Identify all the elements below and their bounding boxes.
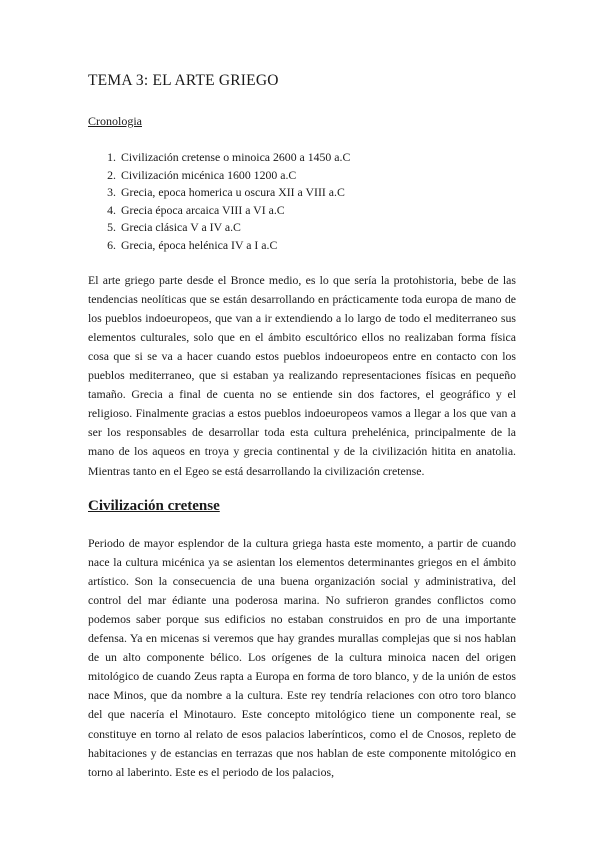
cretan-paragraph: Periodo de mayor esplendor de la cultura griega hasta este momento, a partir de cuando nace la cultura micénica ya se asientan los elementos determinantes griegos en el ámbito artístico. Son la consecuencia de una buena organización social y administrativa, del control del mar édiante una poderosa marina. No sufrieron grandes conflictos como podemos saber porque sus edificios no estaban construidos en pro de una importante defensa. Ya en micenas si veremos que hay grandes murallas complejas que si nos hablan de un alto componente bélico. Los orígenes de la cultura minoica nacen del origen mitológico de cuando Zeus rapta a Europa en forma de toro blanco, y de la unión de estos nace Minos, que da nombre a la cultura. Este rey tendría relaciones con otro toro blanco del que nacería el Minotauro. Este concepto mitológico tiene un componente real, se constituye en torno al relato de esos palacios laberínticos, como el de Cnosos, repleto de habitaciones y de estancias en terrazas que nos hablan de este componente mitológico en torno al laberinto. Este es el periodo de los palacios, — [88, 535, 516, 779]
intro-paragraph: El arte griego parte desde el Bronce medio, es lo que sería la protohistoria, bebe de las tendencias neolíticas que se están desarrollando en prácticamente toda europa de mano de los pueblos indoeuropeos, que van a ir extendiendo a lo largo de todo el mediterraneo sus elementos culturales, solo que en el ámbito escultórico ellos no realizaban forma física cosa que si se va a hacer cuando estos pueblos indoeuropeos entre en contacto con los pueblos mediterraneo, que si estaban ya realizando representaciones físicas en pequeño tamaño. Grecia a final de cuenta no se entiende sin dos factores, el geográfico y el religioso. Finalmente gracias a estos pueblos indoeuropeos vamos a llegar a los que van a ser los responsables de desarrollar toda esta cultura prehelénica, principalmente de la mano de los aqueos en troya y grecia continental y de la civilización hitita en anatolia. Mientras tanto en el Egeo se está desarrollando la civilización cretense. — [88, 272, 516, 478]
page-title: TEMA 3: EL ARTE GRIEGO — [88, 72, 279, 89]
list-item — [88, 149, 516, 167]
list-item — [88, 202, 516, 220]
list-item — [88, 167, 516, 185]
list-item-number: 5. — [107, 220, 116, 235]
list-item-number: 3. — [107, 185, 116, 200]
list-item-number: 6. — [107, 237, 116, 252]
list-item-text: Grecia época arcaica VIII a VI a.C — [121, 202, 285, 217]
chronology-label: Cronologia — [88, 114, 142, 128]
list-item-text: Grecia, época helénica IV a I a.C — [121, 237, 278, 252]
list-item-number: 1. — [107, 150, 116, 164]
section-heading-cretan: Civilización cretense — [88, 497, 220, 514]
list-item-number: 4. — [107, 202, 116, 217]
chronology-list — [88, 149, 516, 255]
list-item-text: Grecia clásica V a IV a.C — [121, 220, 241, 235]
list-item-text: Civilización micénica 1600 1200 a.C — [121, 167, 297, 182]
list-item-text: Civilización cretense o minoica 2600 a 1450 a.C — [121, 150, 351, 164]
list-item-text: Grecia, epoca homerica u oscura XII a VIII a.C — [121, 185, 345, 200]
list-item — [88, 184, 516, 202]
document-page — [88, 72, 516, 782]
list-item — [88, 219, 516, 237]
list-item-number: 2. — [107, 167, 116, 182]
list-item — [88, 237, 516, 255]
